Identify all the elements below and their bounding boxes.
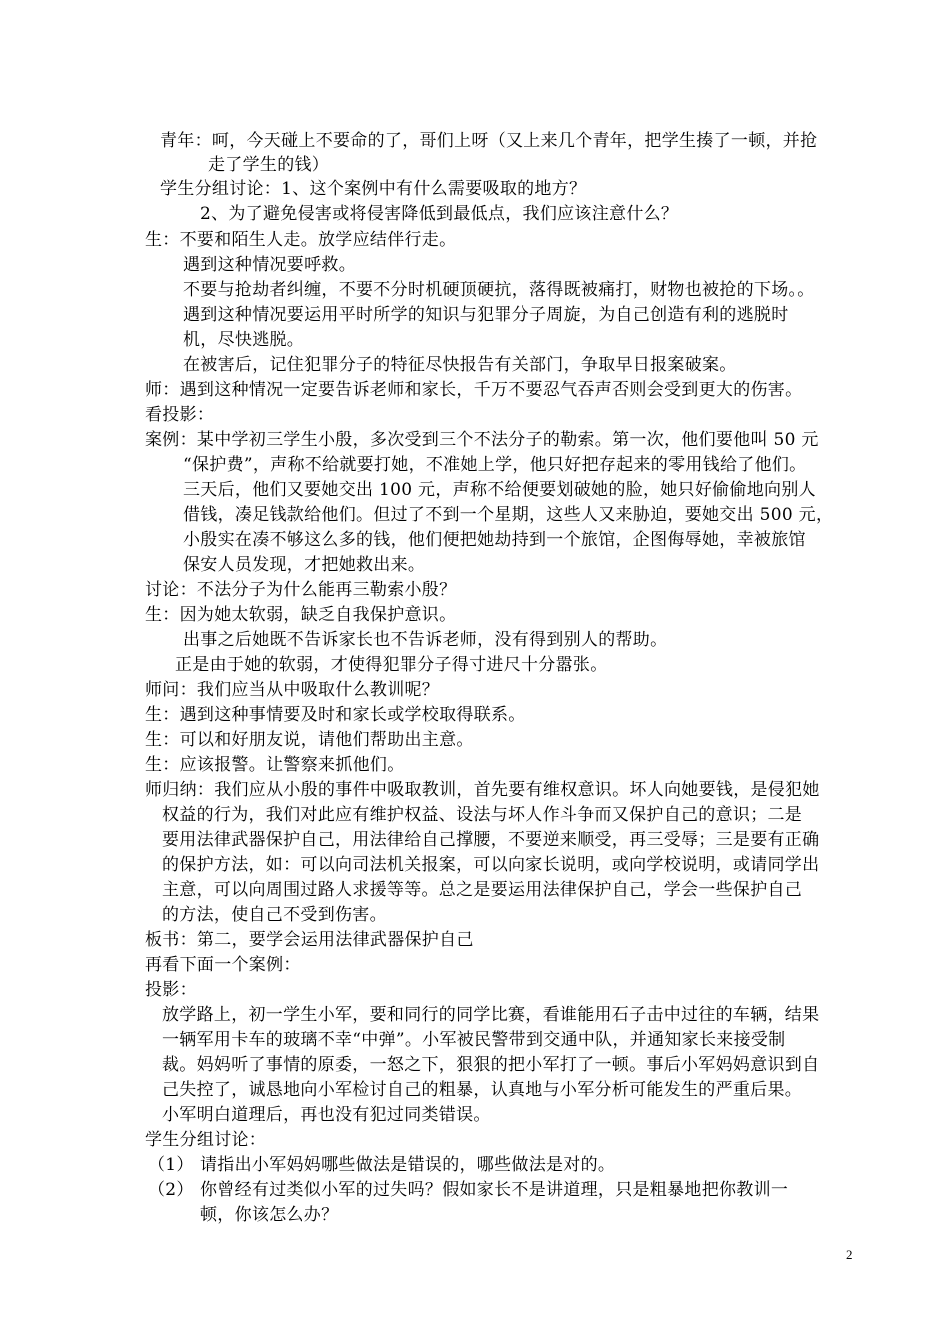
text-line: 案例：某中学初三学生小殷，多次受到三个不法分子的勒索。第一次，他们要他叫 50 元: [145, 430, 819, 450]
text-line: 己失控了，诚恳地向小军检讨自己的粗暴，认真地与小军分析可能发生的严重后果。: [162, 1080, 803, 1100]
text-line: 裁。妈妈听了事情的原委，一怒之下，狠狠的把小军打了一顿。事后小军妈妈意识到自: [162, 1055, 820, 1075]
text-line: “保护费”，声称不给就要打她，不准她上学，他只好把存起来的零用钱给了他们。: [183, 455, 807, 475]
text-line: 不要与抢劫者纠缠，不要不分时机硬顶硬抗，落得既被痛打，财物也被抢的下场。。: [183, 280, 815, 300]
text-line: 生：遇到这种事情要及时和家长或学校取得联系。: [145, 705, 526, 725]
text-line: 三天后，他们又要她交出 100 元，声称不给便要划破她的脸，她只好偷偷地向别人: [183, 480, 816, 500]
text-line: 师问：我们应当从中吸取什么教训呢？: [145, 680, 440, 700]
text-line: 板书：第二，要学会运用法律武器保护自己: [145, 930, 474, 950]
text-line: 一辆军用卡车的玻璃不幸“中弹”。小军被民警带到交通中队，并通知家长来接受制: [162, 1030, 786, 1050]
text-line: 青年：呵，今天碰上不要命的了，哥们上呀（又上来几个青年，把学生揍了一顿，并抢: [160, 131, 818, 151]
text-line: 师归纳：我们应从小殷的事件中吸取教训，首先要有维权意识。坏人向她要钱，是侵犯她: [145, 780, 820, 800]
text-line: 的方法，使自己不受到伤害。: [162, 905, 387, 925]
text-line: 遇到这种情况要呼救。: [183, 255, 356, 275]
text-line: 小军明白道理后，再也没有犯过同类错误。: [162, 1105, 491, 1125]
text-line: 顿，你该怎么办？: [200, 1205, 339, 1225]
text-line: 讨论：不法分子为什么能再三勒索小殷？: [145, 580, 457, 600]
text-line: 投影：: [145, 980, 197, 1000]
text-line: 出事之后她既不告诉家长也不告诉老师，没有得到别人的帮助。: [183, 630, 668, 650]
text-line: 再看下面一个案例：: [145, 955, 301, 975]
text-line: 的保护方法，如：可以向司法机关报案，可以向家长说明，或向学校说明，或请同学出: [162, 855, 820, 875]
text-line: 权益的行为，我们对此应有维护权益、设法与坏人作斗争而又保护自己的意识；二是: [162, 805, 803, 825]
text-line: 请指出小军妈妈哪些做法是错误的，哪些做法是对的。: [200, 1155, 616, 1175]
text-line: 生：不要和陌生人走。放学应结伴行走。: [145, 230, 457, 250]
text-line: 师：遇到这种情况一定要告诉老师和家长，千万不要忍气吞声否则会受到更大的伤害。: [145, 380, 803, 400]
text-line: 保安人员发现，才把她救出来。: [183, 555, 426, 575]
text-line: 2、为了避免侵害或将侵害降低到最低点，我们应该注意什么？: [200, 204, 679, 224]
text-line: 放学路上，初一学生小军，要和同行的同学比赛，看谁能用石子击中过往的车辆，结果: [162, 1005, 820, 1025]
text-line: 生：可以和好朋友说，请他们帮助出主意。: [145, 730, 474, 750]
text-line: 机，尽快逃脱。: [183, 330, 305, 350]
text-line: 借钱，凑足钱款给他们。但过了不到一个星期，这些人又来胁迫，要她交出 500 元，: [183, 505, 834, 525]
text-line: 正是由于她的软弱，才使得犯罪分子得寸进尺十分嚣张。: [175, 655, 608, 675]
text-line: 看投影：: [145, 405, 215, 425]
page-number: 2: [846, 1247, 853, 1262]
text-line: 要用法律武器保护自己，用法律给自己撑腰，不要逆来顺受，再三受辱；三是要有正确: [162, 830, 820, 850]
text-line: 学生分组讨论：1、这个案例中有什么需要吸取的地方？: [160, 179, 587, 199]
text-line: 生：因为她太软弱，缺乏自我保护意识。: [145, 605, 457, 625]
text-line: 小殷实在凑不够这么多的钱，他们便把她劫持到一个旅馆，企图侮辱她，幸被旅馆: [183, 530, 806, 550]
text-line: 遇到这种情况要运用平时所学的知识与犯罪分子周旋，为自己创造有利的逃脱时: [183, 305, 789, 325]
list-number: （1）: [148, 1155, 194, 1175]
text-line: 在被害后，记住犯罪分子的特征尽快报告有关部门，争取早日报案破案。: [183, 355, 737, 375]
text-line: 你曾经有过类似小军的过失吗？假如家长不是讲道理，只是粗暴地把你教训一: [200, 1180, 789, 1200]
text-line: 生：应该报警。让警察来抓他们。: [145, 755, 405, 775]
list-number: （2）: [148, 1180, 194, 1200]
text-line: 学生分组讨论：: [145, 1130, 267, 1150]
text-line: 走了学生的钱）: [208, 155, 330, 175]
text-line: 主意，可以向周围过路人求援等等。总之是要运用法律保护自己，学会一些保护自己: [162, 880, 803, 900]
